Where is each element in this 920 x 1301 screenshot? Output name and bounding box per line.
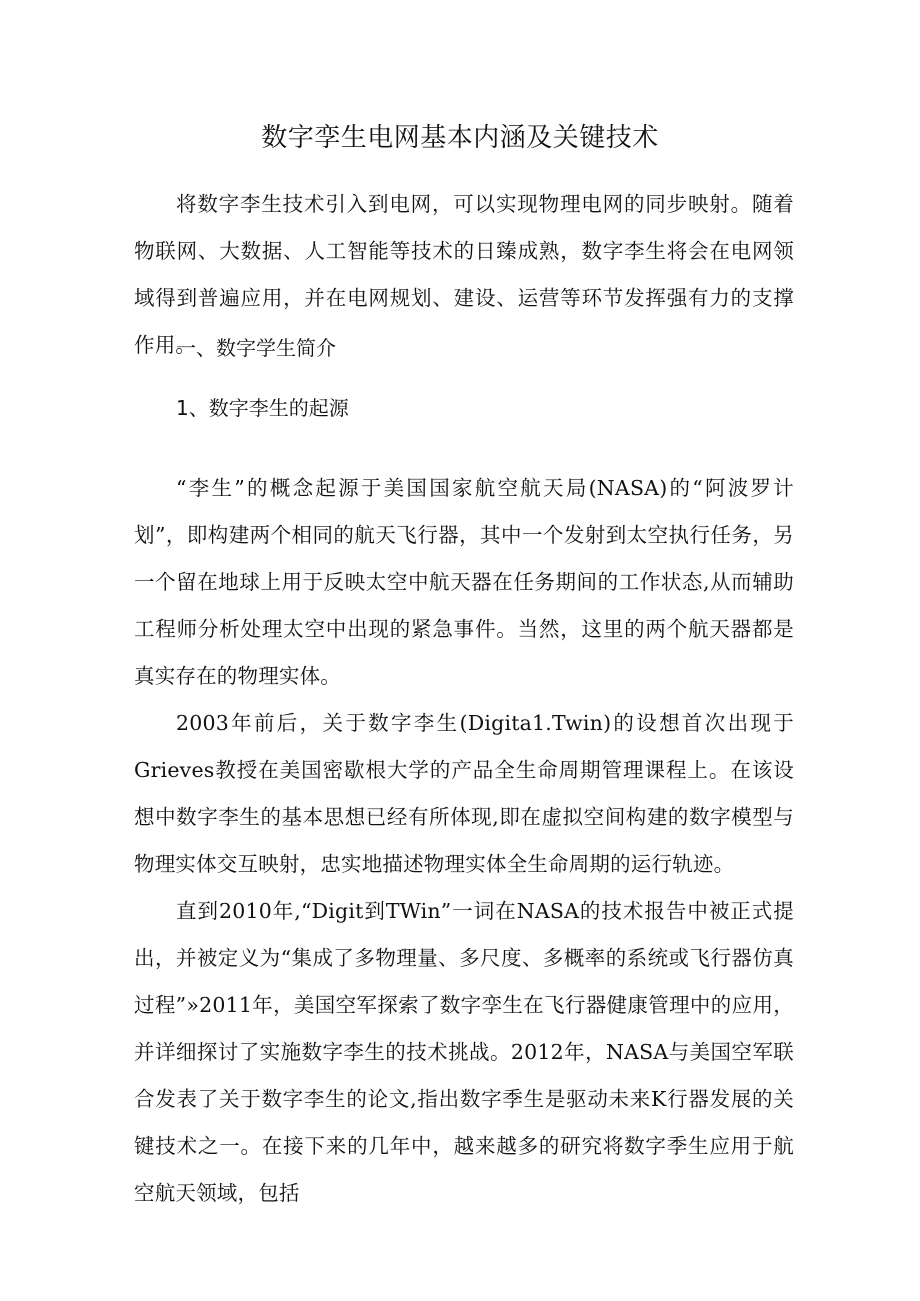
- section-heading: 一、数字学生简介: [176, 336, 336, 360]
- body-paragraph: 直到2010年,“Digit到TWin”一词在NASA的技术报告中被正式提出，并被定义为“集成了多物理量、多尺度、多概率的系统或飞行器仿真过程”»2011年，美国空军探索了数字孪生在飞行器健康管理中的应用，并详细探讨了实施数字李生的技术挑战。2012年，NASA与美国空军联合发表了关于数字李生的论文,指出数字季生是驱动未来K行器发展的关键技术之一。在接下来的几年中，越来越多的研究将数字季生应用于航空航天领域，包括: [134, 899, 794, 1205]
- document-title: 数字孪生电网基本内涵及关键技术: [261, 123, 659, 153]
- body-paragraph: “李生”的概念起源于美国国家航空航天局(NASA)的“阿波罗计划”，即构建两个相同的航天飞行器，其中一个发射到太空执行任务，另一个留在地球上用于反映太空中航天器在任务期间的工作状态,从而辅助工程师分析处理太空中出现的紧急事件。当然，这里的两个航天器都是真实存在的物理实体。: [134, 476, 794, 688]
- intro-paragraph: 将数字李生技术引入到电网，可以实现物理电网的同步映射。随着物联网、大数据、人工智能等技术的日臻成熟，数字李生将会在电网领域得到普遍应用，并在电网规划、建设、运营等环节发挥强有力的支撑作用。: [134, 192, 794, 357]
- body-paragraph: 2003年前后，关于数字李生(Digita1.Twin)的设想首次出现于Grieves教授在美国密歇根大学的产品全生命周期管理课程上。在该设想中数字李生的基本思想已经有所体现,即在虚拟空间构建的数字模型与物理实体交互映射，忠实地描述物理实体全生命周期的运行轨迹。: [134, 711, 794, 876]
- subsection-heading: 1、数字李生的起源: [176, 396, 349, 420]
